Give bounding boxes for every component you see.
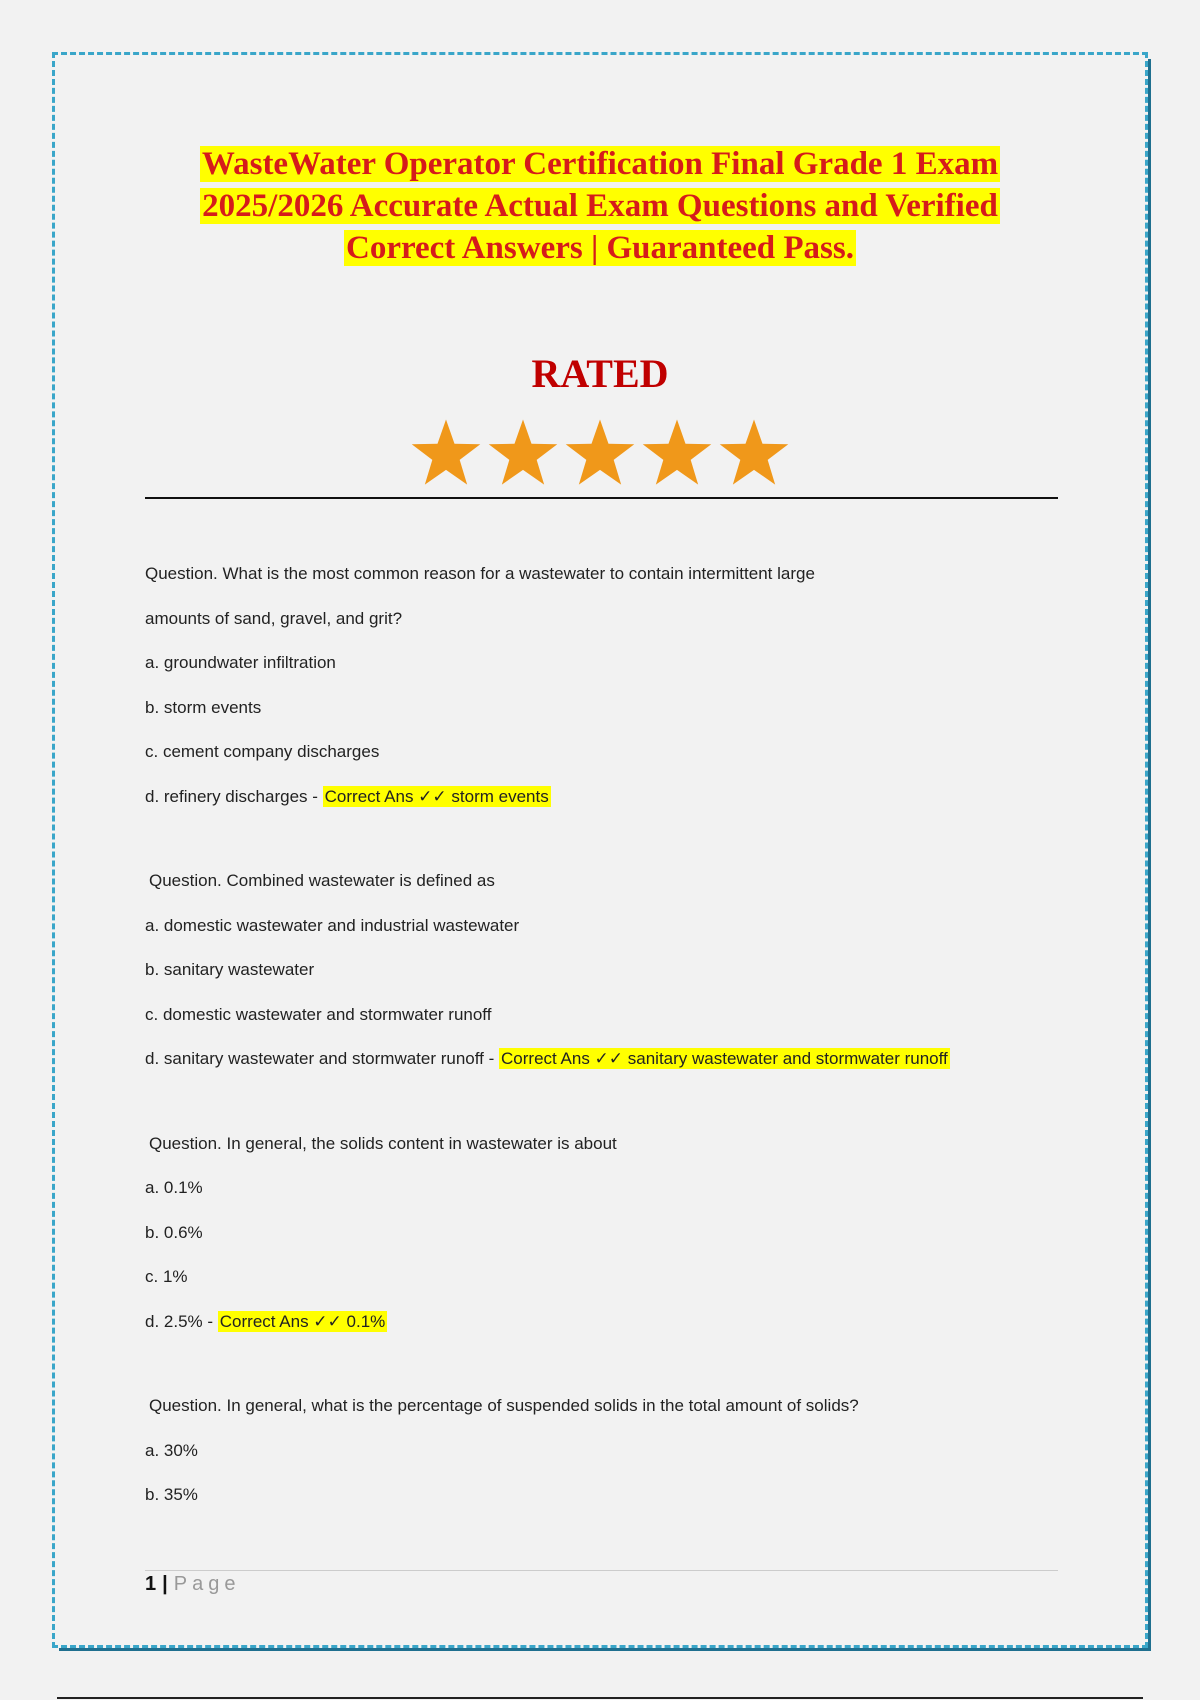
header-divider bbox=[145, 497, 1058, 499]
correct-answer: Correct Ans ✓✓ 0.1% bbox=[219, 1311, 386, 1331]
star-icon bbox=[718, 418, 790, 490]
option-a: a. 30% bbox=[145, 1440, 198, 1460]
bottom-divider bbox=[57, 1697, 1143, 1699]
option-b: b. sanitary wastewater bbox=[145, 960, 315, 979]
option-d bbox=[145, 1045, 1065, 1090]
option-c: c. domestic wastewater and stormwater runoff bbox=[145, 1004, 492, 1024]
footer-divider bbox=[145, 1570, 1058, 1571]
option-d bbox=[145, 1308, 1065, 1353]
star-icon bbox=[487, 418, 559, 490]
questions-list bbox=[145, 560, 1065, 1566]
question-block bbox=[145, 1130, 1065, 1353]
question-text: Question. In general, what is the percentage of suspended solids in the total amount of solids? bbox=[149, 1396, 859, 1415]
question-block bbox=[145, 1392, 1065, 1526]
page-label: Page bbox=[173, 1573, 241, 1595]
option-a: a. 0.1% bbox=[145, 1178, 203, 1197]
title-line-2: 2025/2026 Accurate Actual Exam Questions and Verified bbox=[202, 188, 998, 224]
star-icon bbox=[641, 418, 713, 490]
option-d-text: d. sanitary wastewater and stormwater runoff - bbox=[145, 1049, 500, 1068]
question-text: Question. In general, the solids content in wastewater is about bbox=[149, 1133, 617, 1153]
page-number: 1 bbox=[145, 1573, 157, 1595]
title-line-1: WasteWater Operator Certification Final Grade 1 Exam bbox=[201, 146, 999, 182]
option-b: b. storm events bbox=[145, 697, 262, 717]
option-b: b. 0.6% bbox=[145, 1222, 203, 1242]
document-title bbox=[145, 143, 1055, 269]
option-a: a. domestic wastewater and industrial wastewater bbox=[145, 915, 520, 935]
rated-label: RATED bbox=[531, 351, 669, 396]
page-separator: | bbox=[162, 1573, 168, 1595]
question-block bbox=[145, 867, 1065, 1090]
star-rating bbox=[410, 418, 790, 494]
option-b: b. 35% bbox=[145, 1485, 198, 1504]
star-icon bbox=[410, 418, 482, 490]
option-d-text: d. refinery discharges - bbox=[145, 786, 323, 806]
option-a: a. groundwater infiltration bbox=[145, 653, 336, 672]
option-c: c. 1% bbox=[145, 1267, 188, 1286]
correct-answer: Correct Ans ✓✓ storm events bbox=[324, 786, 549, 806]
star-icon bbox=[564, 418, 636, 490]
correct-answer: Correct Ans ✓✓ sanitary wastewater and stormwater runoff bbox=[501, 1049, 948, 1068]
question-block bbox=[145, 560, 1065, 827]
option-c: c. cement company discharges bbox=[145, 742, 380, 761]
option-d bbox=[145, 783, 1065, 828]
option-d-text: d. 2.5% - bbox=[145, 1311, 218, 1331]
title-line-3: Correct Answers | Guaranteed Pass. bbox=[345, 230, 854, 266]
question-text: amounts of sand, gravel, and grit? bbox=[145, 608, 403, 628]
question-text: Question. Combined wastewater is defined as bbox=[149, 871, 495, 890]
page-footer bbox=[145, 1573, 240, 1596]
question-text: Question. What is the most common reason for a wastewater to contain intermittent large bbox=[145, 564, 815, 583]
